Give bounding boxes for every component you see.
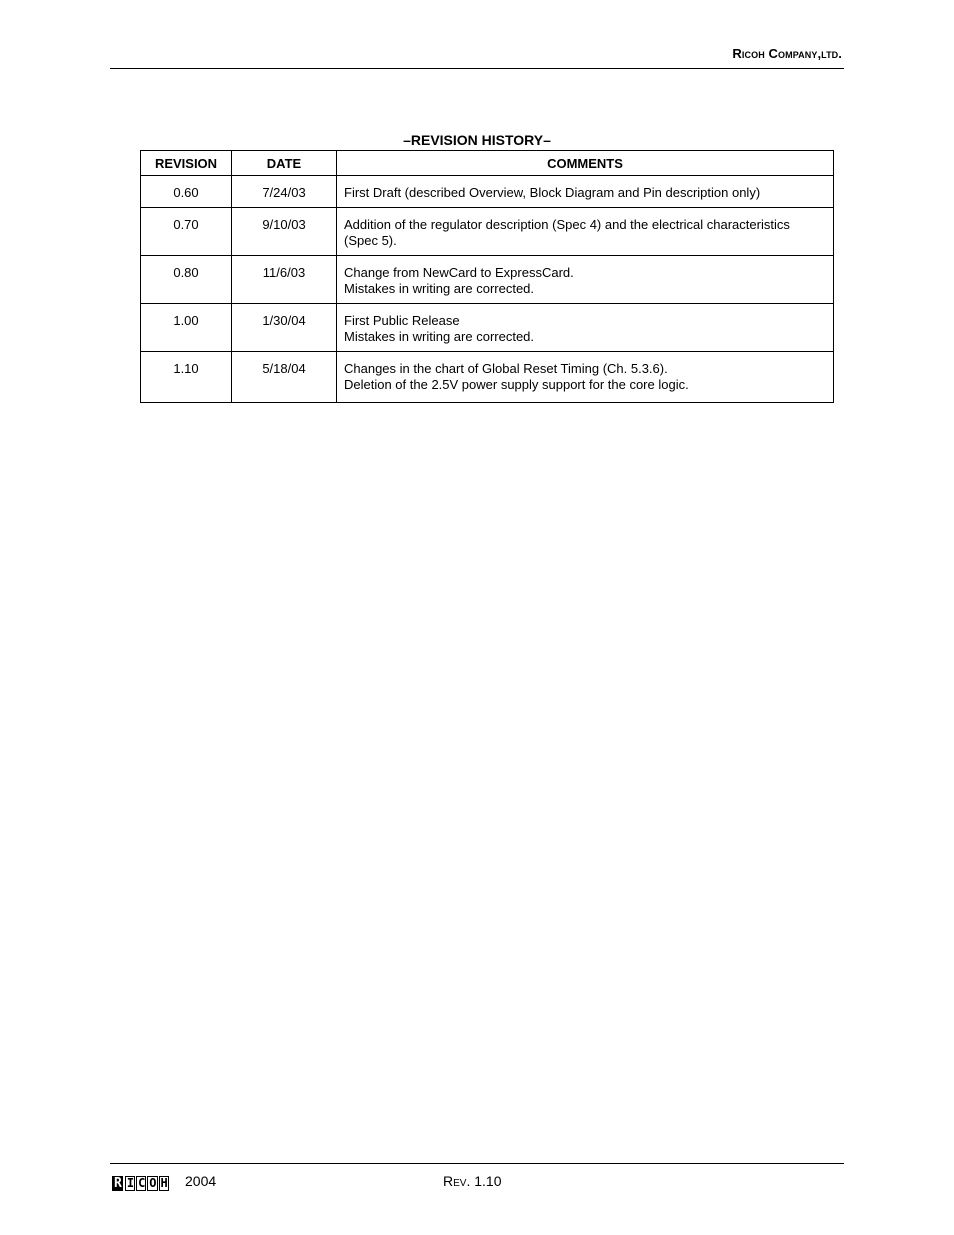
table-row — [141, 256, 834, 304]
comment-line: Changes in the chart of Global Reset Timing (Ch. 5.3.6). — [344, 361, 668, 376]
revision-cell: 0.80 — [141, 256, 232, 304]
comments-cell — [337, 352, 834, 403]
revision-history-table — [140, 150, 834, 403]
date-cell: 7/24/03 — [232, 176, 337, 208]
comment-line: First Draft (described Overview, Block Diagram and Pin description only) — [344, 185, 761, 200]
date-cell: 9/10/03 — [232, 208, 337, 256]
comment-line: Mistakes in writing are corrected. — [344, 329, 535, 344]
comment-line: Change from NewCard to ExpressCard. — [344, 265, 574, 280]
revision-cell: 0.60 — [141, 176, 232, 208]
revision-cell: 1.00 — [141, 304, 232, 352]
revision-history-title: –REVISION HISTORY– — [403, 132, 551, 148]
column-header-comments: COMMENTS — [337, 151, 834, 176]
table-row — [141, 352, 834, 403]
column-header-date: DATE — [232, 151, 337, 176]
comments-cell — [337, 208, 834, 256]
comment-line: Addition of the regulator description (Spec 4) and the electrical characteristics (Spec 5). — [344, 217, 790, 248]
column-header-revision: REVISION — [141, 151, 232, 176]
page-footer — [110, 1163, 844, 1194]
comments-cell — [337, 176, 834, 208]
comments-cell — [337, 256, 834, 304]
table-row — [141, 176, 834, 208]
footer-revision: Rev. 1.10 — [443, 1173, 502, 1189]
revision-cell: 1.10 — [141, 352, 232, 403]
footer-year: 2004 — [185, 1173, 217, 1189]
company-name: Ricoh Company,ltd. — [732, 46, 842, 61]
date-cell: 11/6/03 — [232, 256, 337, 304]
ricoh-logo: R I C O H — [114, 1176, 167, 1191]
date-cell: 1/30/04 — [232, 304, 337, 352]
page-header — [110, 42, 844, 69]
revision-cell: 0.70 — [141, 208, 232, 256]
comment-line: Deletion of the 2.5V power supply support for the core logic. — [344, 377, 689, 392]
comment-line: First Public Release — [344, 313, 460, 328]
comment-line: Mistakes in writing are corrected. — [344, 281, 535, 296]
table-row — [141, 304, 834, 352]
date-cell: 5/18/04 — [232, 352, 337, 403]
comments-cell — [337, 304, 834, 352]
table-header-row — [141, 151, 834, 176]
table-row — [141, 208, 834, 256]
